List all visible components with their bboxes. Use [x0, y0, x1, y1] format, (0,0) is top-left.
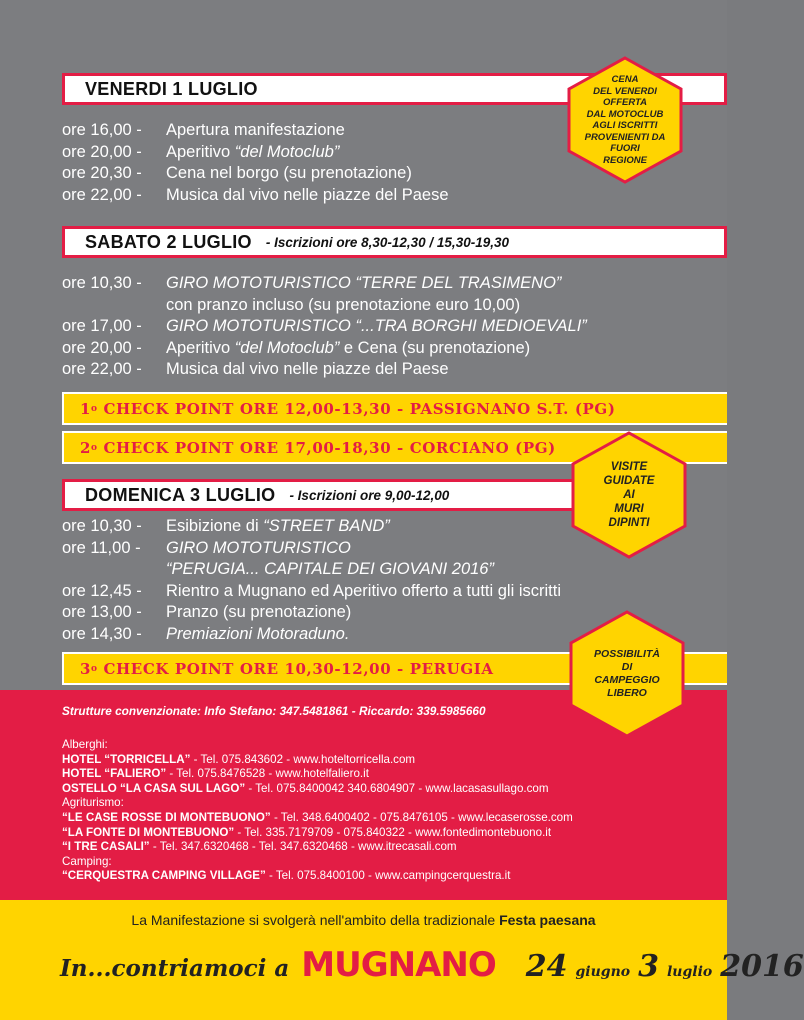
accommodation-line [62, 767, 573, 782]
event-pre: Rientro a Mugnano ed Aperitivo offerto a tutti gli iscritti [166, 581, 561, 600]
check-number: 3 [80, 659, 92, 678]
schedule-time: ore 22,00 - [62, 360, 142, 378]
accommodation-name: “CERQUESTRA CAMPING VILLAGE” [62, 869, 269, 883]
hex-line: LIBERO [607, 687, 647, 699]
accommodation-line [62, 796, 573, 811]
schedule-time: ore 20,00 - [62, 338, 142, 357]
schedule-time: ore 20,00 - [62, 142, 142, 161]
schedule-time: ore 13,00 - [62, 603, 142, 621]
slogan-text: In...contriamoci a [60, 955, 290, 982]
event-it: Premiazioni Motoraduno. [166, 624, 350, 643]
schedule-time: ore 20,30 - [62, 164, 142, 182]
event-pre: Cena nel borgo (su prenotazione) [166, 164, 412, 182]
accommodation-name: HOTEL “TORRICELLA” [62, 752, 194, 766]
check-ordinal: o [91, 442, 98, 453]
date-day-end: 3 [638, 949, 659, 984]
accommodation-name: “I TRE CASALI” [62, 840, 153, 854]
day3-header [62, 479, 594, 511]
check-text: CHECK POINT ORE 17,00-18,30 - CORCIANO (PG) [97, 438, 556, 457]
hex-line: AGLI ISCRITTI [592, 120, 658, 131]
event-pre: Apertura manifestazione [166, 121, 345, 139]
schedule-event [166, 273, 561, 295]
town-name: MUGNANO [301, 945, 496, 985]
hex-badge-cena [561, 56, 689, 184]
hex-line: DIPINTI [608, 517, 650, 529]
hex-line: CENA [611, 74, 639, 85]
schedule-row [62, 185, 449, 207]
accommodation-list [62, 738, 573, 884]
schedule-event [166, 516, 390, 538]
check-ordinal: o [91, 663, 98, 674]
festa-note [0, 912, 727, 928]
schedule-time: ore 22,00 - [62, 185, 142, 204]
day1-schedule [62, 120, 449, 206]
schedule-row [62, 516, 561, 538]
date-month-start: giugno [575, 964, 631, 980]
day3-subtitle: - Iscrizioni ore 9,00-12,00 [289, 487, 450, 503]
schedule-row [62, 163, 449, 185]
schedule-event [166, 538, 351, 560]
schedule-event [166, 359, 449, 381]
day2-title: SABATO 2 LUGLIO [85, 231, 252, 252]
schedule-event [166, 120, 345, 142]
event-pre: Musica dal vivo nelle piazze del Paese [166, 360, 449, 378]
hex-text [561, 56, 689, 184]
accommodation-details: Alberghi: [62, 738, 108, 751]
schedule-row [62, 538, 561, 560]
date-day-start: 24 [525, 949, 568, 984]
accommodation-name: OSTELLO “LA CASA SUL LAGO” [62, 781, 249, 795]
schedule-row [62, 142, 449, 164]
event-it: “del Motoclub” [234, 142, 340, 161]
accommodation-line [62, 869, 573, 884]
event-pre: Pranzo (su prenotazione) [166, 603, 352, 621]
schedule-event [166, 581, 561, 603]
check-number: 1 [80, 399, 92, 418]
hex-line: MURI [614, 503, 644, 515]
schedule-time: ore 14,30 - [62, 624, 142, 643]
schedule-row [62, 624, 561, 646]
accommodation-details: - Tel. 075.8476528 - www.hotelfaliero.it [169, 767, 369, 781]
schedule-time: ore 10,30 - [62, 517, 142, 535]
accommodation-name: “LE CASE ROSSE DI MONTEBUONO” [62, 810, 274, 824]
schedule-event [166, 338, 530, 360]
hex-line: PROVENIENTI DA [584, 131, 666, 143]
event-it: GIRO MOTOTURISTICO “TERRE DEL TRASIMENO” [166, 274, 562, 292]
day1-title: VENERDI 1 LUGLIO [85, 78, 258, 99]
accommodation-details: - Tel. 075.8400042 340.6804907 - www.lacasasullago.com [248, 781, 549, 795]
hex-line: CAMPEGGIO [594, 674, 660, 686]
event-pre: con pranzo incluso (su prenotazione euro 10,00) [166, 295, 521, 314]
accommodation-details: - Tel. 335.7179709 - 075.840322 - www.fontedimontebuono.it [237, 825, 552, 839]
hex-line: REGIONE [603, 154, 647, 166]
event-it: “PERUGIA... CAPITALE DEI GIOVANI 2016” [166, 560, 494, 578]
hex-line: POSSIBILITÀ [594, 648, 660, 660]
schedule-time: ore 12,45 - [62, 581, 142, 600]
check-ordinal: o [91, 403, 98, 414]
schedule-row [62, 338, 587, 360]
accommodation-details: - Tel. 075.843602 - www.hoteltorricella.com [193, 752, 416, 766]
accommodation-line [62, 840, 573, 855]
check-number: 2 [80, 438, 92, 457]
accommodation-line [62, 753, 573, 768]
schedule-event [166, 295, 520, 317]
schedule-event [166, 624, 349, 646]
festa-text: La Manifestazione si svolgerà nell'ambito della tradizionale [131, 912, 500, 928]
structures-contacts: Strutture convenzionate: Info Stefano: 347.5481861 - Riccardo: 339.5985660 [62, 704, 486, 718]
day3-schedule [62, 516, 561, 645]
hex-line: GUIDATE [603, 475, 655, 487]
event-pre: Aperitivo [166, 142, 235, 161]
schedule-row [62, 602, 561, 624]
accommodation-details: - Tel. 348.6400402 - 075.8476105 - www.lecaserosse.com [273, 810, 573, 824]
schedule-time: ore 17,00 - [62, 317, 142, 335]
hex-text [565, 431, 693, 559]
schedule-event [166, 316, 587, 338]
schedule-row [62, 316, 587, 338]
check-text: CHECK POINT ORE 12,00-13,30 - PASSIGNANO S.T. (PG) [97, 399, 616, 418]
accommodation-details: Camping: [62, 854, 112, 868]
schedule-time: ore 10,30 - [62, 274, 142, 292]
schedule-row [62, 359, 587, 381]
schedule-time [62, 295, 166, 317]
event-pre: Esibizione di [166, 517, 264, 535]
accommodation-line [62, 738, 573, 753]
event-it: “STREET BAND” [263, 517, 390, 535]
check-point-1 [62, 392, 727, 425]
schedule-time: ore 11,00 - [62, 538, 141, 557]
festa-bold: Festa paesana [499, 912, 596, 928]
schedule-event [166, 142, 339, 164]
hex-line: DEL VENERDI [593, 85, 657, 97]
hex-line: FUORI [610, 143, 640, 154]
hex-line: DAL MOTOCLUB [586, 108, 664, 120]
schedule-row [62, 295, 587, 317]
schedule-event [166, 559, 494, 581]
event-it: “del Motoclub” [234, 338, 340, 357]
event-pre: Aperitivo [166, 338, 235, 357]
hex-badge-visite [565, 431, 693, 559]
hex-line: AI [623, 489, 635, 501]
accommodation-line [62, 826, 573, 841]
schedule-event [166, 185, 449, 207]
accommodation-details: Agriturismo: [62, 796, 124, 810]
accommodation-details: - Tel. 075.8400100 - www.campingcerquestra.it [268, 869, 511, 883]
day3-title: DOMENICA 3 LUGLIO [85, 484, 276, 505]
schedule-event [166, 602, 351, 624]
schedule-row [62, 581, 561, 603]
accommodation-details: - Tel. 347.6320468 - Tel. 347.6320468 - www.itrecasali.com [152, 840, 457, 854]
accommodation-line [62, 782, 573, 797]
schedule-row [62, 559, 561, 581]
schedule-row [62, 273, 587, 295]
date-month-end: luglio [666, 964, 713, 980]
check-text: CHECK POINT ORE 10,30-12,00 - PERUGIA [97, 659, 494, 678]
day2-subtitle: - Iscrizioni ore 8,30-12,30 / 15,30-19,30 [265, 234, 509, 250]
day2-header [62, 226, 727, 258]
event-pre: Musica dal vivo nelle piazze del Paese [166, 185, 449, 204]
hex-line: OFFERTA [603, 97, 647, 108]
hex-text [563, 610, 691, 738]
schedule-time [62, 559, 166, 581]
accommodation-name: HOTEL “FALIERO” [62, 767, 170, 781]
event-it: GIRO MOTOTURISTICO “...TRA BORGHI MEDIOEVALI” [166, 317, 587, 335]
schedule-event [166, 163, 412, 185]
date-year: 2016 [720, 949, 804, 984]
schedule-row [62, 120, 449, 142]
accommodation-line [62, 855, 573, 870]
event-post: e Cena (su prenotazione) [339, 338, 531, 357]
schedule-time: ore 16,00 - [62, 121, 142, 139]
day2-schedule [62, 273, 587, 381]
accommodation-line [62, 811, 573, 826]
hex-line: VISITE [610, 461, 648, 473]
slogan [60, 945, 804, 985]
event-it: GIRO MOTOTURISTICO [166, 538, 351, 557]
hex-line: DI [621, 661, 633, 673]
hex-badge-campeggio [563, 610, 691, 738]
accommodation-name: “LA FONTE DI MONTEBUONO” [62, 825, 238, 839]
